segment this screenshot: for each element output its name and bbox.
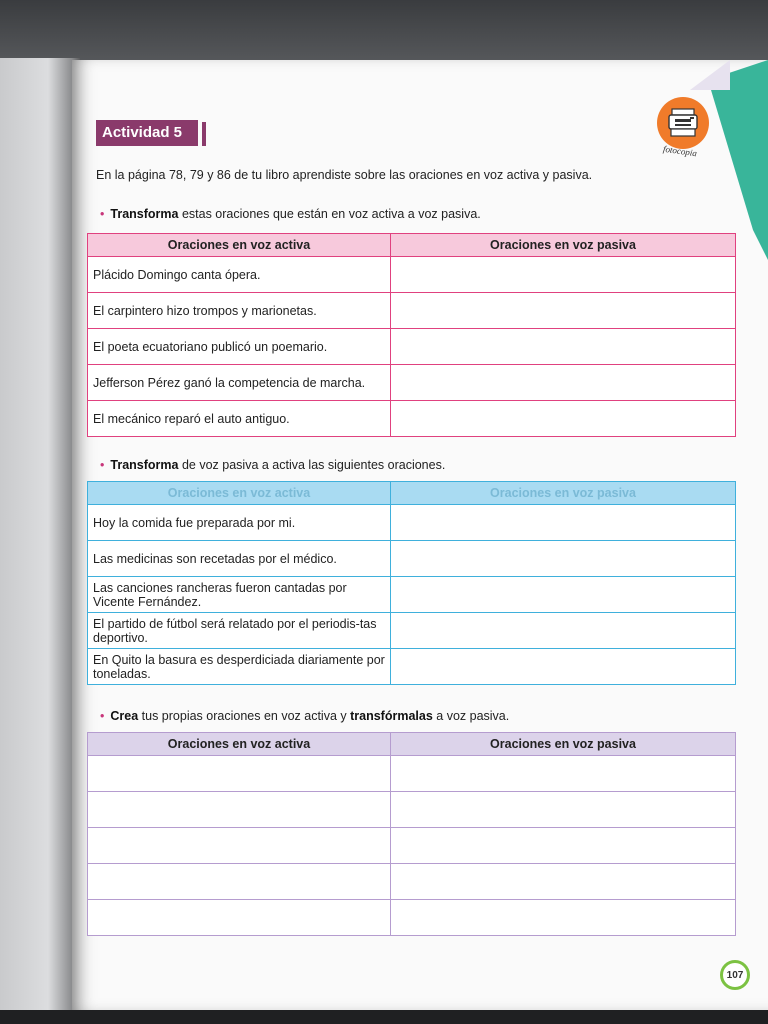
active-sentence: El poeta ecuatoriano publicó un poemario.	[88, 329, 391, 365]
photocopier-icon-graphic	[666, 107, 700, 139]
column-header-active: Oraciones en voz activa	[88, 234, 391, 257]
column-header-passive: Oraciones en voz pasiva	[391, 733, 736, 756]
table-row	[88, 756, 736, 792]
active-sentence: El carpintero hizo trompos y marionetas.	[88, 293, 391, 329]
table-row	[88, 257, 736, 293]
scan-top-shadow	[0, 0, 768, 60]
table-row	[88, 505, 736, 541]
photocopier-icon	[657, 97, 709, 149]
photocopy-label: fotocopia	[662, 143, 698, 159]
table-row	[88, 577, 736, 613]
passive-sentence: Las canciones rancheras fueron cantadas por Vicente Fernández.	[88, 577, 391, 613]
bullet-icon: •	[100, 709, 105, 723]
instruction-2	[100, 458, 445, 472]
answer-cell-active[interactable]	[88, 900, 391, 936]
answer-cell[interactable]	[391, 613, 736, 649]
answer-cell[interactable]	[391, 293, 736, 329]
bullet-icon: •	[100, 458, 105, 472]
instruction-3-bold-transform: transfórmalas	[350, 709, 433, 723]
table-row	[88, 329, 736, 365]
answer-cell[interactable]	[391, 329, 736, 365]
answer-cell[interactable]	[391, 365, 736, 401]
scan-bottom-edge	[0, 1010, 768, 1024]
answer-cell-passive[interactable]	[391, 900, 736, 936]
intro-text: En la página 78, 79 y 86 de tu libro aprendiste sobre las oraciones en voz activa y pasiva.	[96, 168, 593, 182]
table-row	[88, 613, 736, 649]
bullet-icon: •	[100, 207, 105, 221]
table-row	[88, 792, 736, 828]
answer-cell-active[interactable]	[88, 828, 391, 864]
instruction-3-bold-create: Crea	[110, 709, 139, 723]
active-sentence: El mecánico reparó el auto antiguo.	[88, 401, 391, 437]
instruction-2-bold: Transforma	[110, 458, 179, 472]
table-row	[88, 900, 736, 936]
passive-sentence: Hoy la comida fue preparada por mi.	[88, 505, 391, 541]
instruction-1-text: estas oraciones que están en voz activa a voz pasiva.	[178, 207, 481, 221]
instruction-2-text: de voz pasiva a activa las siguientes oraciones.	[178, 458, 446, 472]
table-row	[88, 293, 736, 329]
instruction-3	[100, 709, 509, 723]
answer-cell-passive[interactable]	[391, 792, 736, 828]
page-number: 107	[720, 960, 750, 990]
answer-cell-active[interactable]	[88, 864, 391, 900]
answer-cell-passive[interactable]	[391, 828, 736, 864]
column-header-active: Oraciones en voz activa	[88, 482, 391, 505]
activity-title: Actividad 5	[102, 124, 183, 141]
passive-sentence: En Quito la basura es desperdiciada diariamente por toneladas.	[88, 649, 391, 685]
answer-cell-passive[interactable]	[391, 756, 736, 792]
answer-cell[interactable]	[391, 257, 736, 293]
active-sentence: Jefferson Pérez ganó la competencia de marcha.	[88, 365, 391, 401]
table-own-sentences	[87, 732, 736, 936]
answer-cell-passive[interactable]	[391, 864, 736, 900]
table-row	[88, 828, 736, 864]
answer-cell[interactable]	[391, 577, 736, 613]
table-active-to-passive	[87, 233, 736, 437]
answer-cell-active[interactable]	[88, 756, 391, 792]
activity-tag	[96, 120, 198, 146]
instruction-3-text-2: a voz pasiva.	[432, 709, 510, 723]
table-passive-to-active	[87, 481, 736, 685]
answer-cell[interactable]	[391, 505, 736, 541]
answer-cell[interactable]	[391, 649, 736, 685]
instruction-1-bold: Transforma	[110, 207, 179, 221]
answer-cell-active[interactable]	[88, 792, 391, 828]
previous-page-edge	[0, 58, 80, 1014]
table-row	[88, 864, 736, 900]
column-header-active: Oraciones en voz activa	[88, 733, 391, 756]
table-row	[88, 541, 736, 577]
table-row	[88, 649, 736, 685]
answer-cell[interactable]	[391, 401, 736, 437]
table-row	[88, 365, 736, 401]
column-header-passive: Oraciones en voz pasiva	[391, 234, 736, 257]
instruction-1	[100, 207, 481, 221]
active-sentence: Plácido Domingo canta ópera.	[88, 257, 391, 293]
column-header-passive: Oraciones en voz pasiva	[391, 482, 736, 505]
activity-tag-bar	[202, 122, 206, 146]
table-row	[88, 401, 736, 437]
passive-sentence: Las medicinas son recetadas por el médico.	[88, 541, 391, 577]
answer-cell[interactable]	[391, 541, 736, 577]
passive-sentence: El partido de fútbol será relatado por el periodis-tas deportivo.	[88, 613, 391, 649]
instruction-3-text-1: tus propias oraciones en voz activa y	[138, 709, 351, 723]
